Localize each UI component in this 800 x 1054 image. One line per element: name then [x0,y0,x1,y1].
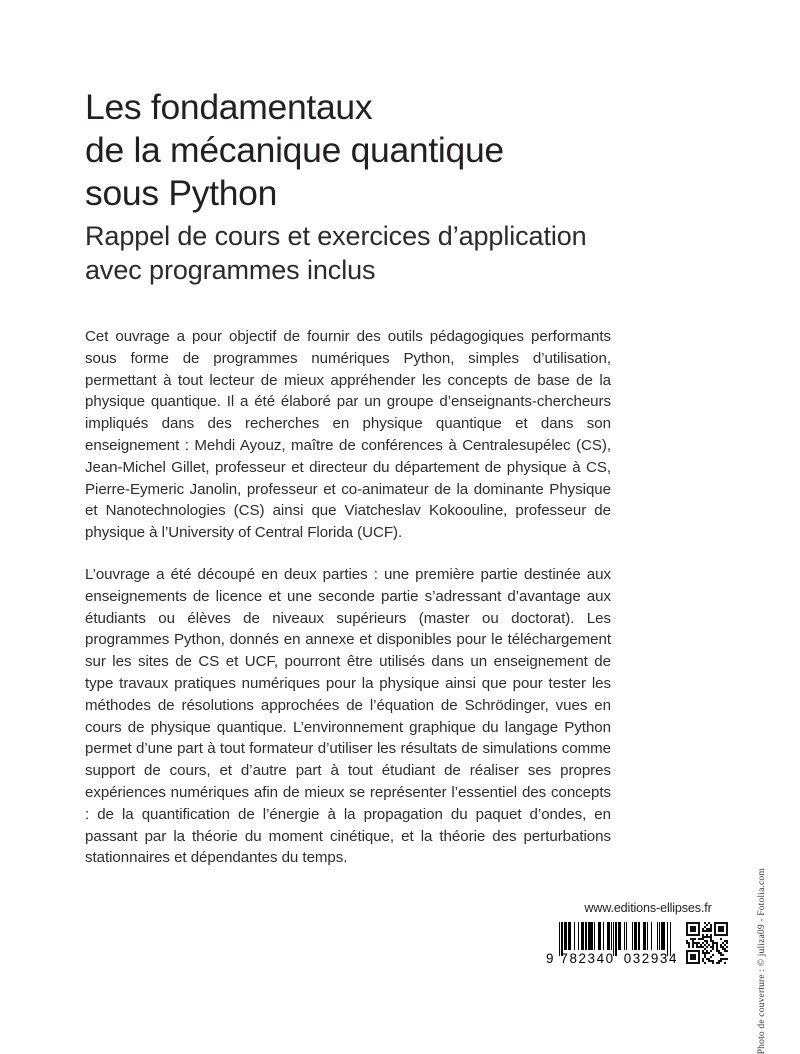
publisher-website[interactable]: www.editions-ellipses.fr [584,901,712,915]
book-title [85,86,685,215]
title-line-1: Les fondamentaux [85,87,373,127]
footer-block [546,901,746,965]
barcode-row [546,922,746,965]
book-subtitle [85,219,705,287]
photo-credit-text: Photo de couverture : © juliza09 - Fotolia.com [756,868,767,1054]
qr-code[interactable] [686,922,728,964]
blurb-paragraph-2: L’ouvrage a été découpé en deux parties : une première partie destinée aux enseignements de licence et une seconde partie s’adressant d’avantage aux étudiants ou élèves de niveaux supérieurs (master ou doctorat). Les programmes Python, donnés en annexe et disponibles pour le téléchargement sur les sites de CS et UCF, pourront être utilisés dans un enseignement de type travaux pratiques numériques pour la physique ainsi que pour tester les méthodes de résolutions approchées de l’équation de Schrödinger, vues en cours de physique quantique. L’environnement graphique du langage Python permet d’une part à tout formateur d’utiliser les résultats de simulations comme support de cours, et d’autre part à tout étudiant de réaliser ses propres expériences numériques afin de mieux se représenter l’essentiel des concepts : de la quantification de l’énergie à la propagation du paquet d’ondes, en passant par la théorie du moment cinétique, et la théorie des perturbations stationnaires et dépendantes du temps. [85,565,611,867]
blurb-text [85,326,611,869]
title-line-3: sous Python [85,173,278,213]
barcode-right-group: 032934 [623,951,678,966]
subtitle-line-1: Rappel de cours et exercices d’application [85,221,587,251]
barcode-left-group: 782340 [560,951,615,966]
barcode-digits [546,951,678,965]
blurb-paragraph-1: Cet ouvrage a pour objectif de fournir des outils pédagogiques performants sous forme de programmes numériques Python, simples d’utilisation, permettant à tout lecteur de mieux appréhender les concepts de base de la physique quantique. Il a été élaboré par un groupe d’enseignants-chercheurs impliqués dans des recherches en physique quantique et dans son enseignement : Mehdi Ayouz, maître de conférences à Centralesupélec (CS), Jean-Michel Gillet, professeur et directeur du département de physique à CS, Pierre-Eymeric Janolin, professeur et co-animateur de la dominante Physique et Nanotechnologies (CS) ainsi que Viatcheslav Kokoouline, professeur de physique à l’University of Central Florida (UCF). [85,328,611,542]
title-line-2: de la mécanique quantique [85,130,504,170]
photo-credit [743,648,767,1054]
subtitle-line-2: avec programmes inclus [85,255,376,285]
ean13-barcode [546,922,678,965]
barcode-lead-digit: 9 [546,951,556,966]
